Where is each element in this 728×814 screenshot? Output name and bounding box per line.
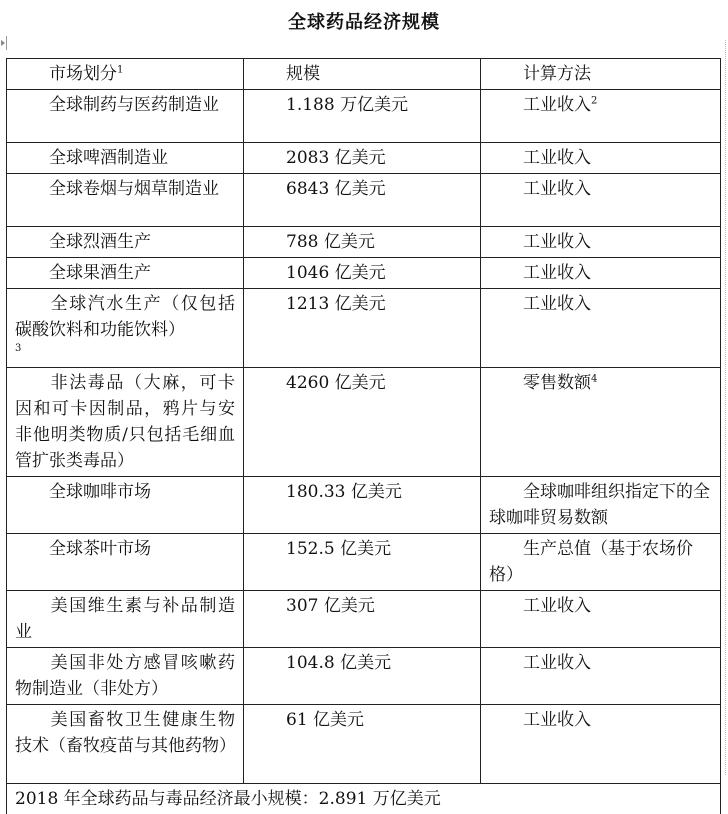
header-market: 市场划分$^1$ (7, 59, 244, 90)
table-row (7, 648, 721, 705)
market-cell: 全球茶叶市场 (7, 534, 244, 591)
method-cell: 工业收入 (481, 143, 721, 174)
scale-cell: 61 亿美元 (244, 705, 481, 784)
footnote-ref: 1 (117, 64, 123, 75)
market-cell: 全球制药与医药制造业 (7, 90, 244, 143)
market-cell: 美国畜牧卫生健康生物技术（畜牧疫苗与其他药物） (7, 705, 244, 784)
table-footer-row (7, 784, 721, 814)
method-cell: 工业收入 (481, 648, 721, 705)
scale-cell: 4260 亿美元 (244, 368, 481, 477)
market-cell: 全球汽水生产（仅包括碳酸饮料和功能饮料） 3 (7, 289, 244, 368)
scale-cell: 1.188 万亿美元 (244, 90, 481, 143)
table-row (7, 534, 721, 591)
scale-cell: 2083 亿美元 (244, 143, 481, 174)
method-cell: 工业收入 (481, 591, 721, 648)
market-cell: 全球咖啡市场 (7, 477, 244, 534)
market-cell: 全球啤酒制造业 (7, 143, 244, 174)
table-row (7, 227, 721, 258)
market-cell: 美国非处方感冒咳嗽药物制造业（非处方） (7, 648, 244, 705)
market-cell: 全球卷烟与烟草制造业 (7, 174, 244, 227)
table-row (7, 705, 721, 784)
header-method: 计算方法 (481, 59, 721, 90)
table-header-row (7, 59, 721, 90)
scale-cell: 6843 亿美元 (244, 174, 481, 227)
total-summary: 2018 年全球药品与毒品经济最小规模：2.891 万亿美元 (7, 784, 721, 814)
table-row (7, 368, 721, 477)
scale-cell: 180.33 亿美元 (244, 477, 481, 534)
table-row (7, 591, 721, 648)
scale-cell: 104.8 亿美元 (244, 648, 481, 705)
method-cell: 全球咖啡组织指定下的全球咖啡贸易数额 (481, 477, 721, 534)
market-cell: 全球烈酒生产 (7, 227, 244, 258)
scale-cell: 788 亿美元 (244, 227, 481, 258)
table-row (7, 174, 721, 227)
market-cell: 全球果酒生产 (7, 258, 244, 289)
method-cell: 工业收入 (481, 705, 721, 784)
method-cell: 零售数额$^4$ (481, 368, 721, 477)
scale-table (6, 58, 721, 814)
table-row (7, 477, 721, 534)
method-cell: 工业收入$^2$ (481, 90, 721, 143)
method-cell: 工业收入 (481, 258, 721, 289)
method-cell: 生产总值（基于农场价格） (481, 534, 721, 591)
method-cell: 工业收入 (481, 174, 721, 227)
footnote-ref: 2 (591, 95, 597, 106)
scale-cell: 1046 亿美元 (244, 258, 481, 289)
table-row (7, 143, 721, 174)
method-cell: 工业收入 (481, 227, 721, 258)
method-cell: 工业收入 (481, 289, 721, 368)
scale-cell: 152.5 亿美元 (244, 534, 481, 591)
footnote-ref: 4 (591, 373, 597, 384)
header-scale: 规模 (244, 59, 481, 90)
scale-cell: 307 亿美元 (244, 591, 481, 648)
market-cell: 非法毒品（大麻，可卡因和可卡因制品，鸦片与安非他明类物质/只包括毛细血管扩张类毒品） (7, 368, 244, 477)
collapse-marker-icon[interactable] (0, 36, 7, 50)
scale-cell: 1213 亿美元 (244, 289, 481, 368)
table-row (7, 258, 721, 289)
footnote-ref: 3 (15, 343, 235, 355)
page-title: 全球药品经济规模 (0, 8, 728, 34)
market-cell: 美国维生素与补品制造业 (7, 591, 244, 648)
table-row (7, 90, 721, 143)
table-row (7, 289, 721, 368)
